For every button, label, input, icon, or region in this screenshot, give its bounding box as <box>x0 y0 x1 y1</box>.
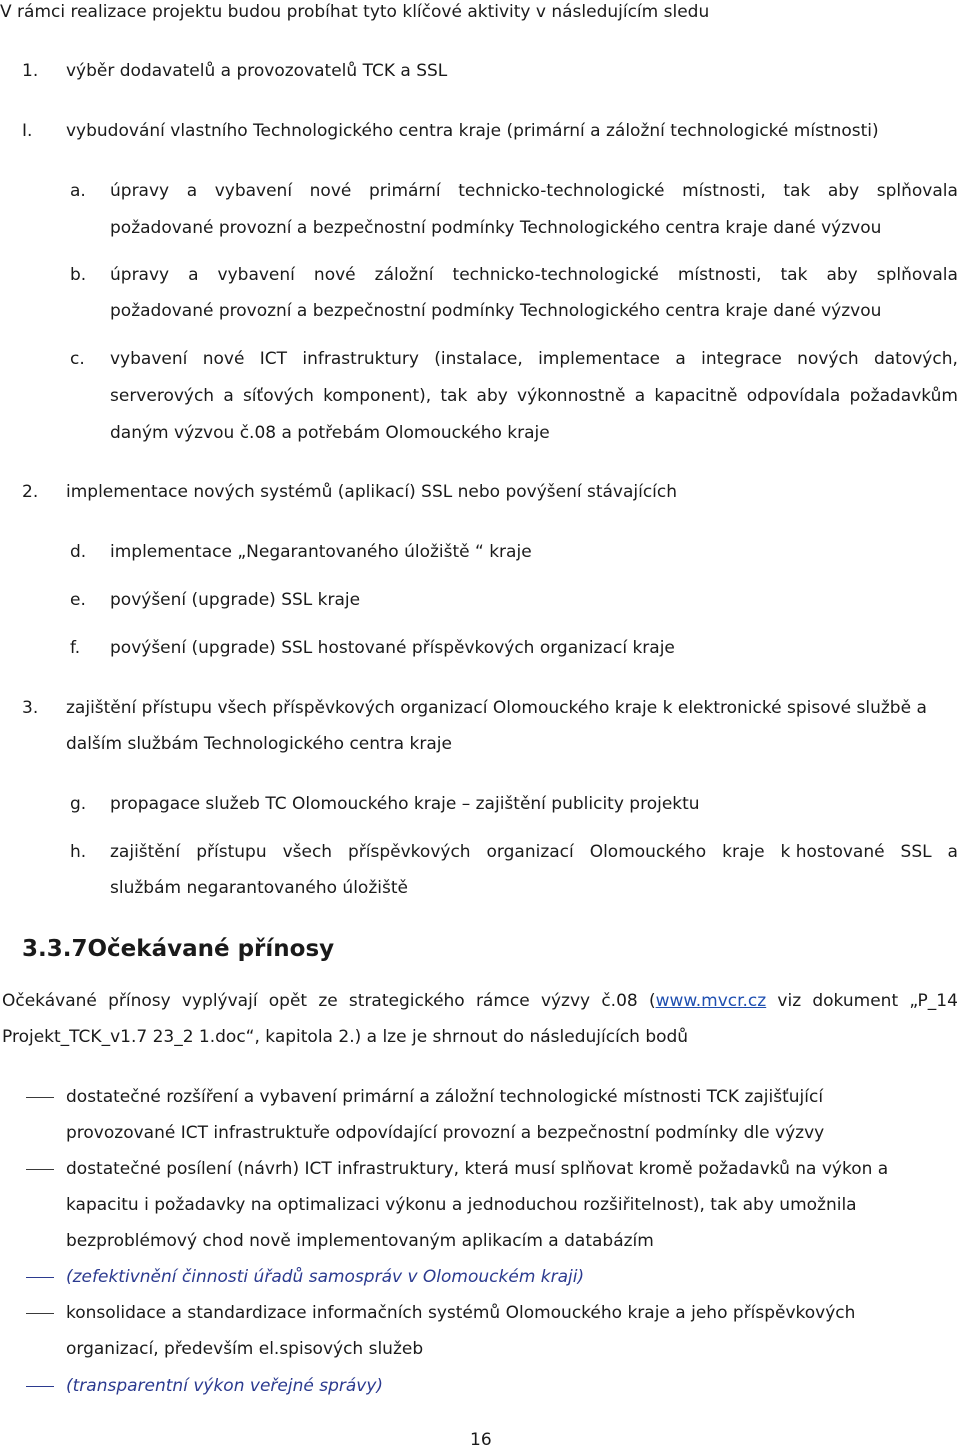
word: Očekávané <box>2 991 97 1011</box>
item-c-marker: c. <box>70 349 85 369</box>
item-c-line-3: daným výzvou č.08 a potřebám Olomouckého kraje <box>110 423 550 443</box>
item-h-line-1 <box>110 842 958 862</box>
section-heading: 3.3.7Očekávané přínosy <box>22 936 335 962</box>
word: přístupu <box>196 842 267 862</box>
word: vyplývají <box>181 991 258 1011</box>
item-e-marker: e. <box>70 590 86 610</box>
item-c-line-2 <box>110 386 958 406</box>
word: kapacitně <box>654 386 738 406</box>
item-2-marker: 2. <box>22 482 39 502</box>
intro-text: V rámci realizace projektu budou probíhat tyto klíčové aktivity v následujícím sledu <box>0 2 710 22</box>
item-1-text: výběr dodavatelů a provozovatelů TCK a SSL <box>66 61 448 81</box>
word: příspěvkových <box>348 842 471 862</box>
item-a-line-2: požadované provozní a bezpečnostní podmínky Technologického centra kraje dané výzvou <box>110 218 882 238</box>
word: úpravy <box>110 265 170 285</box>
word: integrace <box>701 349 782 369</box>
word: požadavkům <box>849 386 958 406</box>
word: aby <box>827 181 860 201</box>
bullet-1-line-1: dostatečné rozšíření a vybavení primární a záložní technologické místnosti TCK zajišťující <box>66 1087 824 1107</box>
word: Olomouckého <box>589 842 707 862</box>
para-line-2: Projekt_TCK_v1.7 23_2 1.doc“, kapitola 2.) a lze je shrnout do následujících bodů <box>2 1027 689 1047</box>
word: tak <box>440 386 468 406</box>
word: SSL <box>900 842 932 862</box>
bullet-4-line-2: organizací, především el.spisových služeb <box>66 1339 424 1359</box>
item-e-text: povýšení (upgrade) SSL kraje <box>110 590 361 610</box>
word: místnosti, <box>677 265 762 285</box>
word: nových <box>797 349 859 369</box>
word: technicko-technologické <box>452 265 659 285</box>
item-2-text: implementace nových systémů (aplikací) SSL nebo povýšení stávajících <box>66 482 678 502</box>
word: technicko-technologické <box>458 181 665 201</box>
dash-bullet-icon <box>26 1097 54 1098</box>
word: všech <box>282 842 333 862</box>
item-I-marker: I. <box>22 121 33 141</box>
item-g-marker: g. <box>70 794 87 814</box>
word-with-link: (www.mvcr.cz <box>648 991 767 1011</box>
word: a <box>223 386 234 406</box>
word: odpovídala <box>746 386 841 406</box>
word: datových, <box>873 349 958 369</box>
word: přínosy <box>108 991 171 1011</box>
bullet-3-line-1: (zefektivnění činnosti úřadů samospráv v Olomouckém kraji) <box>66 1267 585 1287</box>
bullet-4-line-1: konsolidace a standardizace informačních systémů Olomouckého kraje a jeho příspěvkových <box>66 1303 856 1323</box>
item-f-marker: f. <box>70 638 81 658</box>
item-I-text: vybudování vlastního Technologického centra kraje (primární a záložní technologické místnosti) <box>66 121 879 141</box>
word: a <box>675 349 686 369</box>
word: primární <box>368 181 441 201</box>
dash-bullet-icon <box>26 1313 54 1314</box>
word: nové <box>309 181 352 201</box>
word: zajištění <box>110 842 181 862</box>
bullet-1-line-2: provozované ICT infrastruktuře odpovídající provozní a bezpečnostní podmínky dle výzvy <box>66 1123 825 1143</box>
word: nové <box>313 265 356 285</box>
word: splňovala <box>876 181 958 201</box>
word: implementace <box>538 349 661 369</box>
item-d-text: implementace „Negarantovaného úložiště “ kraje <box>110 542 532 562</box>
word: infrastruktury <box>302 349 419 369</box>
word: (instalace, <box>434 349 523 369</box>
word: viz <box>777 991 802 1011</box>
item-d-marker: d. <box>70 542 87 562</box>
word: kraje <box>722 842 765 862</box>
word: a <box>188 265 199 285</box>
word: ICT <box>259 349 288 369</box>
page-number: 16 <box>470 1430 492 1450</box>
word: strategického <box>348 991 465 1011</box>
word: nové <box>202 349 245 369</box>
item-a-marker: a. <box>70 181 86 201</box>
item-g-text: propagace služeb TC Olomouckého kraje – zajištění publicity projektu <box>110 794 700 814</box>
word: tak <box>780 265 808 285</box>
word: záložní <box>374 265 434 285</box>
word: výzvy <box>540 991 591 1011</box>
word: vybavení <box>217 265 295 285</box>
word: ze <box>318 991 338 1011</box>
word: a <box>634 386 646 406</box>
item-1-marker: 1. <box>22 61 39 81</box>
item-c-line-1 <box>110 349 958 369</box>
bullet-5-line-1: (transparentní výkon veřejné správy) <box>66 1376 384 1396</box>
word: vybavení <box>110 349 188 369</box>
word: „P_14 <box>909 991 958 1011</box>
item-b-marker: b. <box>70 265 87 285</box>
word: aby <box>826 265 858 285</box>
bullet-2-line-2: kapacitu i požadavky na optimalizaci výkonu a jednoduchou rozšiřitelnost), tak aby umožnila <box>66 1195 857 1215</box>
word: výkonnostně <box>517 386 626 406</box>
word: splňovala <box>876 265 958 285</box>
word: organizací <box>486 842 574 862</box>
word: komponent), <box>323 386 432 406</box>
para-line-1 <box>2 991 958 1011</box>
word: rámce <box>475 991 530 1011</box>
dash-bullet-icon <box>26 1169 54 1170</box>
dash-bullet-icon <box>26 1386 54 1387</box>
bullet-2-line-3: bezproblémový chod nově implementovaným aplikacím a databázím <box>66 1231 654 1251</box>
item-3-line-2: dalším službám Technologického centra kraje <box>66 734 452 754</box>
item-f-text: povýšení (upgrade) SSL hostované příspěvkových organizací kraje <box>110 638 675 658</box>
item-b-line-2: požadované provozní a bezpečnostní podmínky Technologického centra kraje dané výzvou <box>110 301 882 321</box>
word: dokument <box>812 991 899 1011</box>
word: opět <box>268 991 308 1011</box>
item-h-line-2: službám negarantovaného úložiště <box>110 878 408 898</box>
item-a-line-1 <box>110 181 958 201</box>
bullet-2-line-1: dostatečné posílení (návrh) ICT infrastruktury, která musí splňovat kromě požadavků na výkon a <box>66 1159 889 1179</box>
mvcr-link[interactable]: www.mvcr.cz <box>655 991 767 1011</box>
word: aby <box>476 386 508 406</box>
item-3-line-1: zajištění přístupu všech příspěvkových organizací Olomouckého kraje k elektronické spisové službě a <box>66 698 927 718</box>
item-b-line-1 <box>110 265 958 285</box>
word: místnosti, <box>682 181 766 201</box>
dash-bullet-icon <box>26 1277 54 1278</box>
word: k hostované <box>780 842 885 862</box>
word: a <box>186 181 198 201</box>
item-3-marker: 3. <box>22 698 39 718</box>
word: vybavení <box>214 181 293 201</box>
word: a <box>947 842 958 862</box>
word: serverových <box>110 386 215 406</box>
word: tak <box>783 181 811 201</box>
word: č.08 <box>601 991 638 1011</box>
word: síťových <box>242 386 314 406</box>
item-h-marker: h. <box>70 842 87 862</box>
word: úpravy <box>110 181 170 201</box>
